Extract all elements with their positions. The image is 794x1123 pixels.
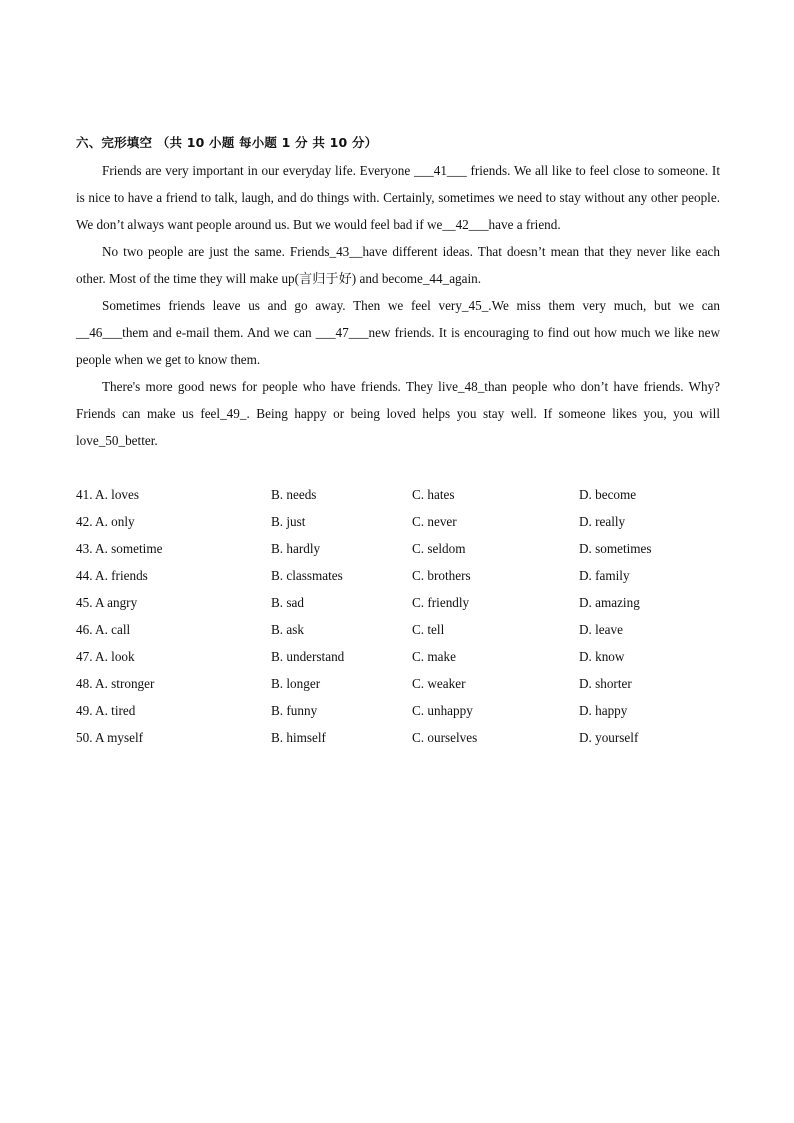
option-b: B. sad — [271, 595, 304, 610]
option-d: D. family — [579, 568, 630, 583]
question-row — [76, 724, 736, 751]
option-b: B. classmates — [271, 568, 343, 583]
option-d: D. leave — [579, 622, 623, 637]
question-row — [76, 562, 736, 589]
option-a: 43. A. sometime — [76, 541, 163, 556]
passage-paragraph: Sometimes friends leave us and go away. Then we feel very_45_.We miss them very much, but we can __46___them and e-mail them. And we can ___47___new friends. It is encouraging to find out how much we like new people when we get to know them. — [76, 298, 720, 367]
option-d: D. know — [579, 649, 625, 664]
option-c: C. make — [412, 649, 456, 664]
option-b: B. understand — [271, 649, 345, 664]
option-a: 46. A. call — [76, 622, 131, 637]
option-d: D. sometimes — [579, 541, 652, 556]
option-b: B. hardly — [271, 541, 321, 556]
option-a: 49. A. tired — [76, 703, 136, 718]
question-row — [76, 535, 736, 562]
question-row — [76, 616, 736, 643]
option-a: 44. A. friends — [76, 568, 148, 583]
option-b: B. needs — [271, 487, 317, 502]
question-row — [76, 670, 736, 697]
passage-paragraph: No two people are just the same. Friends_43__have different ideas. That doesn’t mean that they never like each other. Most of the time they will make up(言归于好) and become_44_again. — [76, 244, 720, 286]
option-c: C. ourselves — [412, 730, 478, 745]
option-a: 45. A angry — [76, 595, 138, 610]
question-row — [76, 643, 736, 670]
option-c: C. weaker — [412, 676, 466, 691]
option-d: D. become — [579, 487, 637, 502]
option-c: C. unhappy — [412, 703, 473, 718]
option-c: C. brothers — [412, 568, 471, 583]
question-row — [76, 697, 736, 724]
option-b: B. just — [271, 514, 306, 529]
question-options-list — [76, 481, 736, 751]
option-c: C. hates — [412, 487, 455, 502]
option-d: D. amazing — [579, 595, 640, 610]
option-a: 47. A. look — [76, 649, 135, 664]
option-a: 42. A. only — [76, 514, 135, 529]
option-b: B. longer — [271, 676, 321, 691]
section-heading: 六、完形填空 （共 10 小题 每小题 1 分 共 10 分） — [76, 135, 378, 150]
option-d: D. shorter — [579, 676, 632, 691]
option-c: C. never — [412, 514, 457, 529]
option-a: 41. A. loves — [76, 487, 140, 502]
question-row — [76, 508, 736, 535]
question-row — [76, 589, 736, 616]
passage-paragraph: Friends are very important in our everyday life. Everyone ___41___ friends. We all like to feel close to someone. It is nice to have a friend to talk, laugh, and do things with. Certainly, sometimes we need to stay without any other people. We don’t always want people around us. But we would feel bad if we__42___have a friend. — [76, 163, 720, 232]
question-row — [76, 481, 736, 508]
option-a: 48. A. stronger — [76, 676, 155, 691]
option-d: D. really — [579, 514, 626, 529]
option-a: 50. A myself — [76, 730, 144, 745]
option-b: B. funny — [271, 703, 318, 718]
option-c: C. seldom — [412, 541, 466, 556]
passage-paragraph: There's more good news for people who have friends. They live_48_than people who don’t have friends. Why? Friends can make us feel_49_. Being happy or being loved helps you stay well. If someone likes you, you will love_50_better. — [76, 379, 720, 448]
option-c: C. tell — [412, 622, 445, 637]
option-d: D. happy — [579, 703, 628, 718]
option-c: C. friendly — [412, 595, 470, 610]
option-d: D. yourself — [579, 730, 639, 745]
option-b: B. himself — [271, 730, 326, 745]
cloze-passage — [76, 157, 720, 454]
option-b: B. ask — [271, 622, 304, 637]
